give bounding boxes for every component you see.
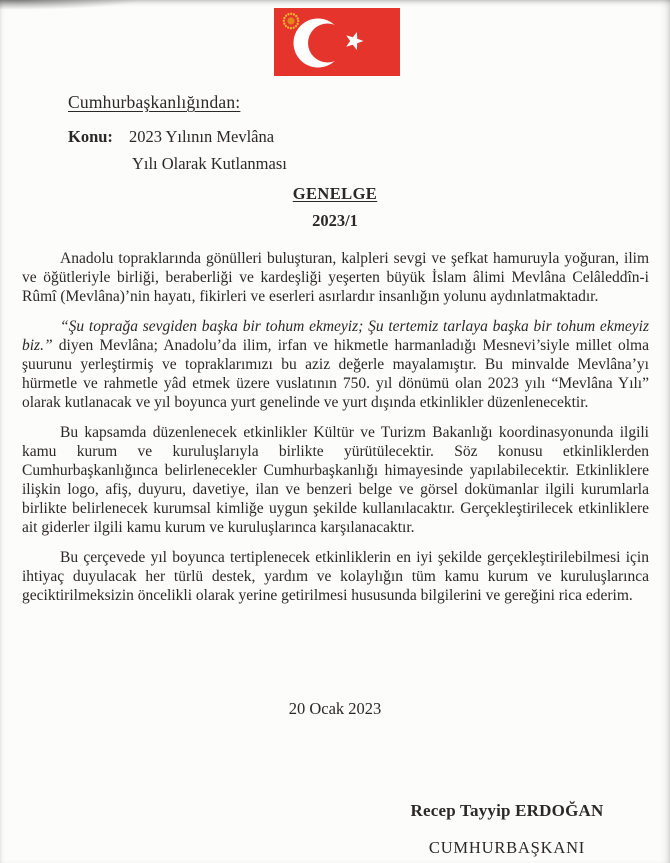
- subject-value: [129, 123, 287, 177]
- signer-title: CUMHURBAŞKANI: [428, 838, 586, 857]
- crescent-cutout: [308, 24, 347, 63]
- body-paragraph-3: Bu kapsamda düzenlenecek etkinlikler Kültür ve Turizm Bakanlığı koordinasyonunda ilgili kamu kurum ve kuruluşlarıyla birlikte yürütülecektir. Söz konusu etkinliklerden Cumhurbaşkanlığınca belirlenecekler Cumhurbaşkanlığı himayesinde yapılabilecektir. Etkinliklere ilişkin logo, afiş, duyuru, davetiye, ilan ve benzeri belge ve görsel dokümanlar ilgili kurumlarla birlikte belirlenecek kurumsal kimliğe uygun şekilde kullanılacaktır. Gerçekleştirilecek etkinliklere ait giderler ilgili kamu kurum ve kuruluşlarınca karşılanacaktır.: [22, 424, 649, 536]
- flag-graphic: [274, 8, 400, 76]
- subject-line-2: Yılı Olarak Kutlanması: [131, 154, 287, 173]
- subject-line-1: 2023 Yılının Mevlâna: [128, 127, 275, 146]
- document-number: 2023/1: [312, 211, 358, 230]
- title-block: [0, 184, 670, 231]
- subject-label: Konu:: [68, 127, 113, 146]
- body-paragraph-1: Anadolu topraklarında gönülleri buluşturan, kalpleri sevgi ve şefkat hamuruyla yoğuran, ilim ve öğütleriyle birliği, beraberliği ve kardeşliği yeşerten büyük İslam âlimi Mevlâna Celâleddîn-i Rûmî (Mevlâna)’nin hayatı, fikirleri ve eserleri asırlardır insanlığın yolunu aydınlatmaktadır.: [22, 250, 649, 305]
- body-paragraph-2: [22, 317, 649, 412]
- issuing-authority-line: Cumhurbaşkanlığından:: [68, 92, 241, 112]
- sun-core: [287, 17, 294, 24]
- document-body: [22, 249, 649, 616]
- paragraph-2-continuation: diyen Mevlâna; Anadolu’da ilim, irfan ve hikmetle harmanladığı Mesnevi’siyle millet olma şuurunu yerleştirmiş ve topraklarımızı bu aziz değerle mayalamıştır. Bu minvalde Mevlâna’yı hürmetle ve rahmetle yâd etmek üzere vuslatının 750. yıl dönümü olan 2023 yılı “Mevlâna Yılı” olarak kutlanacak ve yıl boyunca yurt genelinde ve yurt dışında etkinlikler düzenlenecektir.: [22, 337, 649, 411]
- mevlana-quote: “Şu toprağa sevgiden başka bir tohum ekmeyiz; Şu tertemiz tarlaya başka bir tohum ekmeyiz biz.”: [22, 318, 649, 354]
- turkish-presidential-flag: [274, 8, 400, 76]
- document-title: GENELGE: [292, 184, 378, 203]
- body-paragraph-4: Bu çerçevede yıl boyunca tertiplenecek etkinliklerin en iyi şekilde gerçekleştirilebilmesi için ihtiyaç duyulacak her türlü destek, yardım ve kolaylığın tüm kamu kurum ve kuruluşlarınca geciktirilmeksizin öncelikli olarak yerine getirilmesi hususunda bilgilerini ve gereğini rica ederim.: [22, 549, 649, 604]
- signature-block: [386, 801, 628, 858]
- document-date: 20 Ocak 2023: [288, 699, 382, 718]
- signer-name: Recep Tayyip ERDOĞAN: [410, 801, 604, 820]
- subject-row: [68, 123, 287, 177]
